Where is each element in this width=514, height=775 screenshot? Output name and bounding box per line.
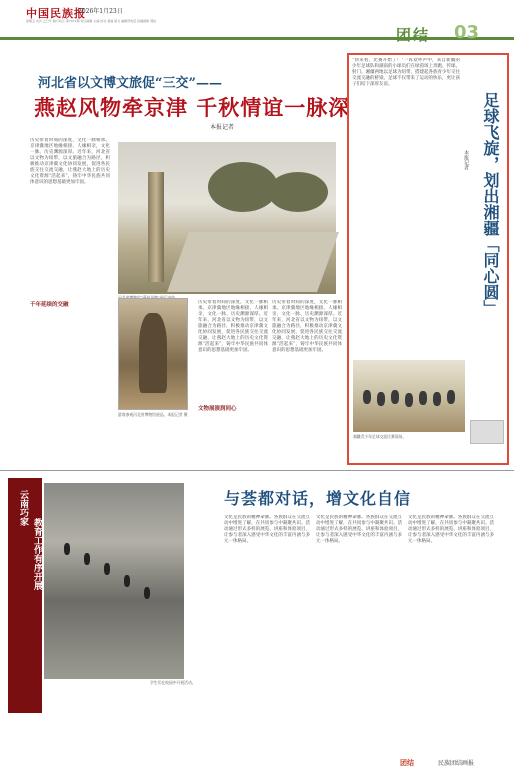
newspaper-logo: 中国民族报	[26, 7, 86, 20]
article-body-col3: 历史带着时间的深度，文化一脉相承。京津冀地区地缘相接、人缘相亲，文化一脉、历史渊源深厚。近年来，河北省以文物为纽带，以文旅融合为路径，积极推动京津冀文化协同发展，促进各民族交往交流交融，让燕赵大地上的历史文化资源“活起来”，铸牢中华民族共同体意识的思想基础更加牢固。	[272, 300, 342, 353]
football-caption: 湘疆青少年足球交流比赛现场。	[353, 434, 407, 439]
article-kicker: 河北省以文博文旅促“三交”——	[38, 76, 222, 91]
school-caption: 学生们在校园中开展活动。	[150, 680, 196, 685]
lower-vertical-title-2: 教育工作有序开展	[32, 518, 42, 590]
footer-brand: 团结	[400, 758, 414, 767]
article-body-col2: 历史带着时间的深度，文化一脉相承。京津冀地区地缘相接、人缘相亲，文化一脉、历史渊源深厚。近年来，河北省以文物为纽带，以文旅融合为路径，积极推动京津冀文化协同发展，促进各民族交往交流交融，让燕赵大地上的历史文化资源“活起来”，铸牢中华民族共同体意识的思想基础更加牢固。	[198, 300, 268, 353]
article-byline: 本报记者	[210, 124, 235, 131]
photo-caption-2: 游客参观河北省博物馆展品。本报记者 摄	[118, 412, 188, 417]
page-header	[0, 0, 514, 44]
lower-body-col1: 文化是民族的精神命脉。各族群众在交流互动中增进了解，在共同参与中凝聚共识。活动通过形式多样的展览、讲座和体验项目，让参与者深入感受中华文化的丰富内涵与多元一体格局。	[224, 515, 310, 544]
qr-code	[470, 420, 504, 444]
section-divider	[0, 470, 514, 471]
artifact-photo	[118, 298, 188, 410]
lower-vertical-title-1: 云南巧家	[18, 490, 28, 526]
football-photo	[353, 360, 465, 432]
masthead-info: 星期五 农历 乙巳年 腊月初五 第7012期 责任编辑 主编 校对 美编 版式 编辑部电话 投稿邮箱 网址	[26, 19, 157, 23]
page-number: 03	[454, 22, 480, 43]
sidebar-article-title: 足球飞旋，划出湘疆「同心圆」	[481, 92, 500, 316]
section-title: 团结	[396, 26, 431, 44]
footer-subbrand: 民族团结画报	[438, 760, 475, 767]
article-subhead-1: 千年延续的交融	[30, 302, 69, 308]
lower-article-headline: 与荟都对话，增文化自信	[224, 489, 412, 508]
sidebar-article-body: “快来看，比赛开始了！”一阵欢呼声中，来自新疆的少年足球队和湖南的小球员们在绿茵场上奔跑、传球、射门。湘疆两地以足球为纽带，搭建起各族青少年交往交流交融的桥梁。足球不仅带来了运动的快乐，更让孩子们结下深厚友谊。	[352, 58, 460, 87]
issue-date: 2026年1月23日	[78, 8, 123, 15]
sidebar-article-byline: 本报记者	[463, 150, 469, 170]
article-body-col1: 历史带着时间的深度，文化一脉相承。京津冀地区地缘相接、人缘相亲，文化一脉、历史渊源深厚。近年来，河北省以文物为纽带，以文旅融合为路径，积极推动京津冀文化协同发展，促进各民族交往交流交融，让燕赵大地上的历史文化资源“活起来”，铸牢中华民族共同体意识的思想基础更加牢固。	[30, 138, 110, 185]
lower-title-block	[8, 478, 42, 713]
school-photo	[44, 483, 184, 679]
museum-photo	[118, 142, 336, 294]
article-headline: 燕赵风物牵京津 千秋情谊一脉深	[34, 95, 351, 120]
lower-body-col2: 文化是民族的精神命脉。各族群众在交流互动中增进了解，在共同参与中凝聚共识。活动通过形式多样的展览、讲座和体验项目，让参与者深入感受中华文化的丰富内涵与多元一体格局。	[316, 515, 402, 544]
article-subhead-2: 文物展演润同心	[198, 406, 237, 412]
lower-body-col3: 文化是民族的精神命脉。各族群众在交流互动中增进了解，在共同参与中凝聚共识。活动通过形式多样的展览、讲座和体验项目，让参与者深入感受中华文化的丰富内涵与多元一体格局。	[408, 515, 494, 544]
